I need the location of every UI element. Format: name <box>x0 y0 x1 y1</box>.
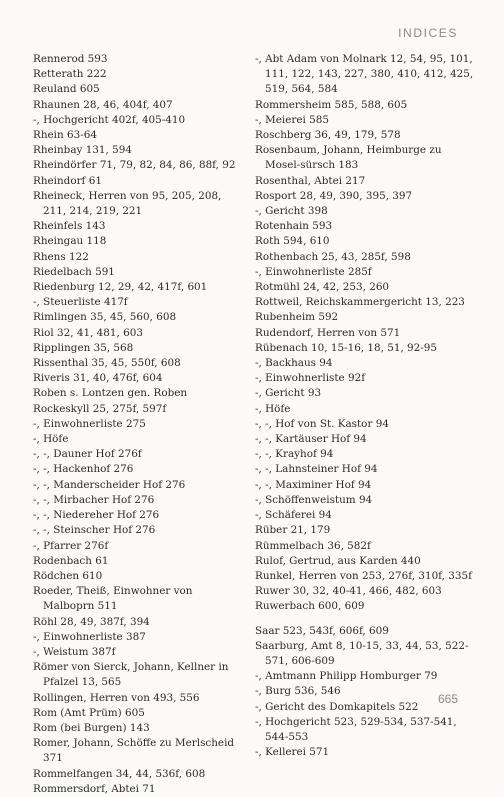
index-entry: -, -, Niedereher Hof 276 <box>33 509 160 522</box>
index-entry: Rothenbach 25, 43, 285f, 598 <box>255 250 411 263</box>
index-entry: Rheinbay 131, 594 <box>33 144 132 157</box>
index-entry: Rissenthal 35, 45, 550f, 608 <box>33 357 181 370</box>
index-entry: Rümmelbach 36, 582f <box>255 539 371 552</box>
index-column-right <box>255 52 475 760</box>
index-entry: -, -, Manderscheider Hof 276 <box>33 478 186 491</box>
index-entry: Rockeskyll 25, 275f, 597f <box>33 402 167 415</box>
index-entry: Rübenach 10, 15-16, 18, 51, 92-95 <box>255 341 438 354</box>
index-entry: Saar 523, 543f, 606f, 609 <box>255 624 389 637</box>
index-entry: -, -, Maximiner Hof 94 <box>255 478 372 491</box>
index-entry: Rotenhain 593 <box>255 220 333 233</box>
index-entry: Saarburg, Amt 8, 10-15, 33, 44, 53, 522-571, 606-609 <box>255 639 469 667</box>
index-entry: Rhaunen 28, 46, 404f, 407 <box>33 98 173 111</box>
running-head: INDICES <box>398 26 458 40</box>
section-gap <box>255 615 475 624</box>
index-entry: -, Amtmann Philipp Homburger 79 <box>255 670 438 683</box>
index-entry: Rosenthal, Abtei 217 <box>255 174 366 187</box>
index-entry: Roschberg 36, 49, 179, 578 <box>255 129 401 142</box>
index-entry: Rommelfangen 34, 44, 536f, 608 <box>33 767 206 780</box>
index-entry: -, Gericht des Domkapitels 522 <box>255 700 419 713</box>
index-entry: Riol 32, 41, 481, 603 <box>33 326 143 339</box>
index-entry: -, Höfe <box>33 433 69 446</box>
index-entry: Retterath 222 <box>33 68 107 81</box>
index-entry: -, -, Hof von St. Kastor 94 <box>255 417 389 430</box>
index-entry: Rollingen, Herren von 493, 556 <box>33 691 200 704</box>
index-entry: -, -, Lahnsteiner Hof 94 <box>255 463 378 476</box>
index-entry: -, Abt Adam von Molnark 12, 54, 95, 101, 111, 122, 143, 227, 380, 410, 412, 425, 519, 564, 584 <box>255 53 474 96</box>
index-entry: Ripplingen 35, 568 <box>33 341 134 354</box>
index-entry: Rom (bei Burgen) 143 <box>33 721 150 734</box>
index-entry: -, Einwohnerliste 275 <box>33 417 146 430</box>
index-entry: Riedenburg 12, 29, 42, 417f, 601 <box>33 281 208 294</box>
index-entry: Rheinfels 143 <box>33 220 106 233</box>
index-entry: -, Backhaus 94 <box>255 357 333 370</box>
index-entry: -, Einwohnerliste 285f <box>255 265 372 278</box>
index-entry: Rosport 28, 49, 390, 395, 397 <box>255 189 413 202</box>
index-entry: -, Einwohnerliste 387 <box>33 630 146 643</box>
index-entry: Rheingau 118 <box>33 235 107 248</box>
index-entry: Rheindörfer 71, 79, 82, 84, 86, 88f, 92 <box>33 159 236 172</box>
index-entry: -, Burg 536, 546 <box>255 685 341 698</box>
index-entry: Riveris 31, 40, 476f, 604 <box>33 372 163 385</box>
index-entry: Roth 594, 610 <box>255 235 330 248</box>
index-entry: Romer, Johann, Schöffe zu Merlscheid 371 <box>33 737 235 765</box>
index-entry: Roeder, Theiß, Einwohner von Malboprn 511 <box>33 585 193 613</box>
index-entry: Rüber 21, 179 <box>255 524 331 537</box>
index-entry: -, Höfe <box>255 402 291 415</box>
index-entry: -, -, Dauner Hof 276f <box>33 448 142 461</box>
index-entry: Rennerod 593 <box>33 53 108 65</box>
index-entry: -, -, Mirbacher Hof 276 <box>33 493 155 506</box>
index-entry: Rom (Amt Prüm) 605 <box>33 706 145 719</box>
index-entry: -, Pfarrer 276f <box>33 539 109 552</box>
index-entry: -, Gericht 398 <box>255 205 328 218</box>
index-entry: Rodenbach 61 <box>33 554 109 567</box>
index-entry: Rubenheim 592 <box>255 311 339 324</box>
index-entry: Roben s. Lontzen gen. Roben <box>33 387 188 400</box>
index-entry: Rimlingen 35, 45, 560, 608 <box>33 311 177 324</box>
index-entry: -, Kellerei 571 <box>255 746 330 759</box>
index-entry: -, Weistum 387f <box>33 645 116 658</box>
index-entry: -, Schöffenweistum 94 <box>255 493 373 506</box>
index-entry: Rheindorf 61 <box>33 174 102 187</box>
index-entry: Rulof, Gertrud, aus Karden 440 <box>255 554 421 567</box>
index-entry: -, Meierei 585 <box>255 113 329 126</box>
index-entry: Rödchen 610 <box>33 569 103 582</box>
index-entry: -, Schäferei 94 <box>255 509 332 522</box>
index-entry: Rosenbaum, Johann, Heimburge zu Mosel-sürsch 183 <box>255 144 442 172</box>
index-entry: Ruwer 30, 32, 40-41, 466, 482, 603 <box>255 585 442 598</box>
index-entry: -, -, Steinscher Hof 276 <box>33 524 156 537</box>
index-entry: -, Hochgericht 402f, 405-410 <box>33 113 186 126</box>
index-column-left <box>33 52 245 797</box>
index-entry: -, -, Krayhof 94 <box>255 448 334 461</box>
index-entry: -, Hochgericht 523, 529-534, 537-541, 544-553 <box>255 715 457 743</box>
index-entry: Römer von Sierck, Johann, Kellner in Pfalzel 13, 565 <box>33 661 229 689</box>
index-entry: Rommersdorf, Abtei 71 <box>33 782 156 795</box>
index-entry: Rudendorf, Herren von 571 <box>255 326 401 339</box>
index-entry: Rheineck, Herren von 95, 205, 208, 211, 214, 219, 221 <box>33 189 222 218</box>
index-entry: Rhein 63-64 <box>33 129 97 142</box>
index-entry: Rottweil, Reichskammergericht 13, 223 <box>255 296 465 309</box>
index-entry: Ruwerbach 600, 609 <box>255 600 365 613</box>
index-entry: -, -, Hackenhof 276 <box>33 463 134 476</box>
index-entry: -, -, Kartäuser Hof 94 <box>255 433 367 446</box>
index-entry: Reuland 605 <box>33 83 100 96</box>
index-entry: -, Steuerliste 417f <box>33 296 128 309</box>
index-entry: Rommersheim 585, 588, 605 <box>255 98 408 111</box>
index-entry: Rotmühl 24, 42, 253, 260 <box>255 281 390 294</box>
page-number: 665 <box>437 692 458 706</box>
index-entry: Rhens 122 <box>33 250 89 263</box>
index-entry: Röhl 28, 49, 387f, 394 <box>33 615 150 628</box>
index-entry: -, Einwohnerliste 92f <box>255 372 366 385</box>
index-entry: Riedelbach 591 <box>33 265 115 278</box>
index-entry: Runkel, Herren von 253, 276f, 310f, 335f <box>255 569 472 582</box>
index-entry: -, Gericht 93 <box>255 387 322 400</box>
